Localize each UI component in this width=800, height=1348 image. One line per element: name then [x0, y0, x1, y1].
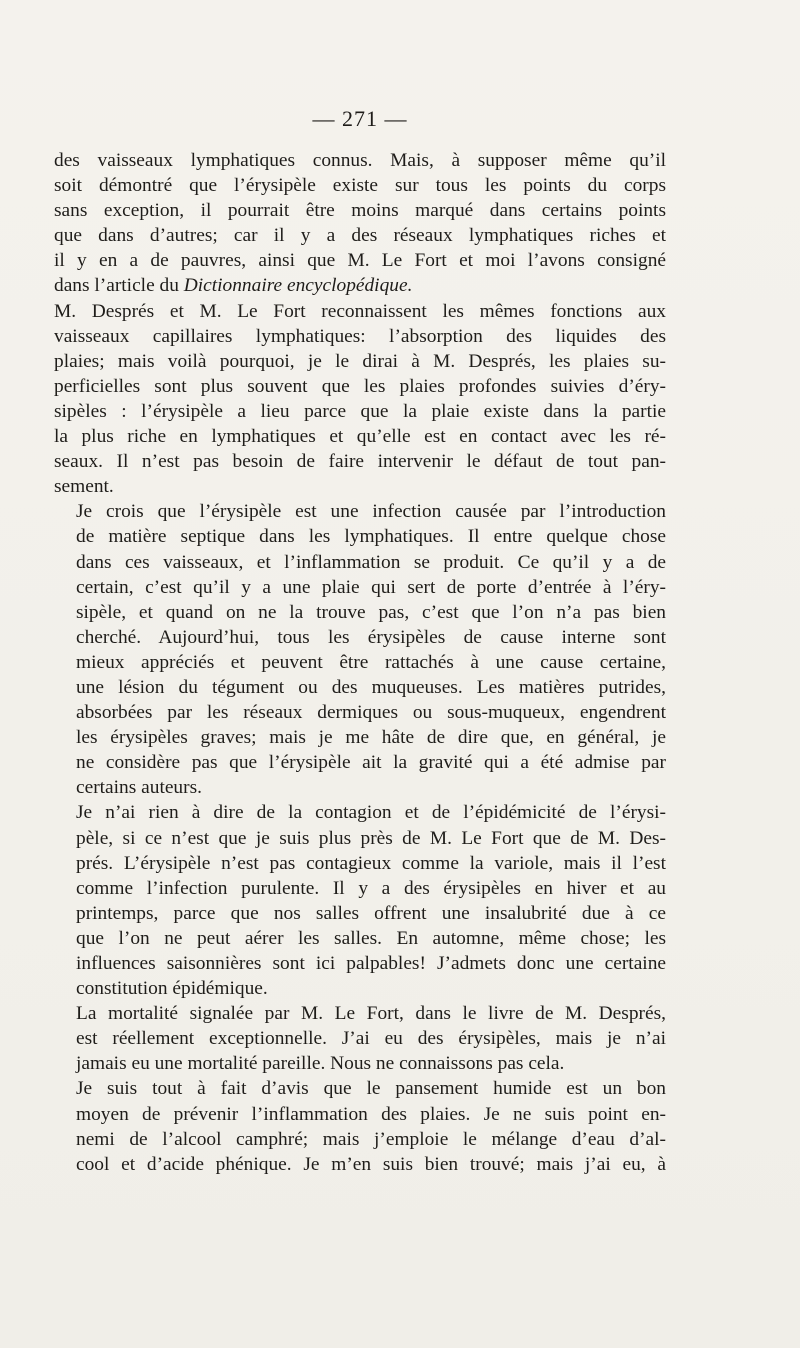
text-line: Je suis tout à fait d’avis que le pansement humide est un bon — [76, 1078, 666, 1100]
paragraph-5 — [54, 1001, 666, 1076]
text-line: que dans d’autres; car il y a des réseaux lymphatiques riches et — [54, 225, 666, 247]
text-line: est réellement exceptionnelle. J’ai eu des érysipèles, mais je n’ai — [76, 1028, 666, 1050]
text-fragment: dans l’article du — [54, 275, 184, 297]
paragraph-4 — [54, 800, 666, 1001]
text-line: absorbées par les réseaux dermiques ou sous-muqueux, engendrent — [76, 702, 666, 724]
text-line: il y en a de pauvres, ainsi que M. Le Fort et moi l’avons consigné — [54, 250, 666, 272]
text-line: cherché. Aujourd’hui, tous les érysipèles de cause interne sont — [76, 626, 666, 648]
text-line: la plus riche en lymphatiques et qu’elle est en contact avec les ré- — [54, 426, 666, 448]
page-number: — 271 — — [312, 106, 408, 131]
italic-title: Dictionnaire encyclopédique. — [183, 275, 413, 297]
text-line: mieux appréciés et peuvent être rattachés à une cause certaine, — [76, 651, 666, 673]
text-line: une lésion du tégument ou des muqueuses. Les matières putrides, — [76, 676, 666, 698]
text-line: comme l’infection purulente. Il y a des érysipèles en hiver et au — [76, 877, 666, 899]
text-line: dans ces vaisseaux, et l’inflammation se produit. Ce qu’il y a de — [76, 551, 666, 573]
text-line: Je crois que l’érysipèle est une infection causée par l’introduction — [76, 501, 666, 523]
paragraph-3 — [54, 499, 666, 800]
text-line: printemps, parce que nos salles offrent une insalubrité due à ce — [76, 902, 666, 924]
text-line: sement. — [54, 476, 114, 498]
text-line: La mortalité signalée par M. Le Fort, dans le livre de M. Després, — [76, 1003, 666, 1025]
text-line: Je n’ai rien à dire de la contagion et de l’épidémicité de l’érysi- — [76, 802, 666, 824]
text-line: cool et d’acide phénique. Je m’en suis bien trouvé; mais j’ai eu, à — [76, 1153, 666, 1175]
text-line: jamais eu une mortalité pareille. Nous ne connaissons pas cela. — [76, 1053, 565, 1075]
text-line: sipèle, et quand on ne la trouve pas, c’est que l’on n’a pas bien — [76, 601, 666, 623]
text-line: sans exception, il pourrait être moins marqué dans certains points — [54, 200, 666, 222]
text-line: certains auteurs. — [76, 777, 202, 799]
paragraph-6 — [54, 1076, 666, 1176]
text-line: que l’on ne peut aérer les salles. En automne, même chose; les — [76, 927, 666, 949]
text-line: prés. L’érysipèle n’est pas contagieux comme la variole, mais il l’est — [76, 852, 666, 874]
text-line: seaux. Il n’est pas besoin de faire intervenir le défaut de tout pan- — [54, 451, 666, 473]
text-line — [54, 273, 666, 298]
text-line: influences saisonnières sont ici palpables! J’admets donc une certaine — [76, 953, 666, 974]
text-line: sipèles : l’érysipèle a lieu parce que la plaie existe dans la partie — [54, 400, 666, 422]
text-line: soit démontré que l’érysipèle existe sur tous les points du corps — [54, 175, 666, 197]
paragraph-2 — [54, 299, 666, 500]
body-text — [54, 148, 666, 1177]
text-line: de matière septique dans les lymphatiques. Il entre quelque chose — [76, 526, 666, 548]
text-line: M. Després et M. Le Fort reconnaissent les mêmes fonctions aux — [54, 300, 666, 322]
text-line: plaies; mais voilà pourquoi, je le dirai à M. Després, les plaies su- — [54, 350, 666, 372]
text-line: nemi de l’alcool camphré; mais j’emploie le mélange d’eau d’al- — [76, 1128, 666, 1150]
text-line: perficielles sont plus souvent que les plaies profondes suivies d’éry- — [54, 375, 666, 397]
paragraph-1 — [54, 148, 666, 299]
text-line: ne considère pas que l’érysipèle ait la gravité qui a été admise par — [76, 752, 666, 774]
text-line: constitution épidémique. — [76, 978, 268, 1000]
text-line: certain, c’est qu’il y a une plaie qui sert de porte d’entrée à l’éry- — [76, 576, 666, 598]
text-line: les érysipèles graves; mais je me hâte de dire que, en général, je — [76, 727, 666, 749]
text-line: pèle, si ce n’est que je suis plus près de M. Le Fort que de M. Des- — [76, 827, 666, 849]
text-line: vaisseaux capillaires lymphatiques: l’absorption des liquides des — [54, 325, 666, 347]
text-line: moyen de prévenir l’inflammation des plaies. Je ne suis point en- — [76, 1103, 666, 1125]
text-line: des vaisseaux lymphatiques connus. Mais, à supposer même qu’il — [54, 150, 666, 171]
